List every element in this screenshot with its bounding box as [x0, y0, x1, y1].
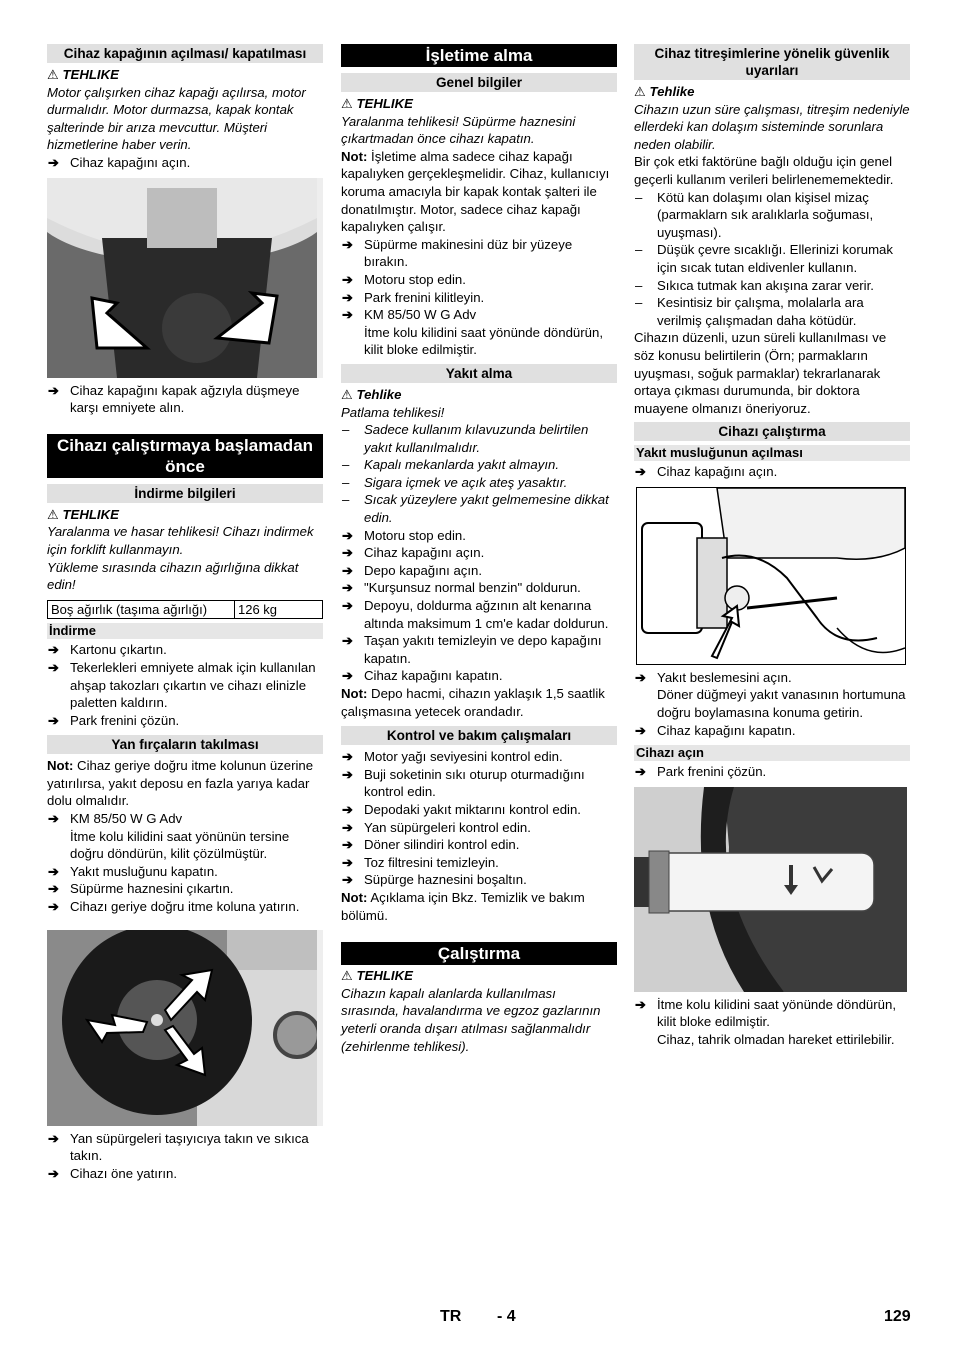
step-text: İtme kolu kilidini saat yönünde döndürün, kilit bloke edilmiştir.: [657, 996, 896, 1030]
step-item: ➔ Cihaz kapağını açın.: [341, 544, 617, 562]
warning-text: Motor çalışırken cihaz kapağı açılırsa, motor durmalıdır. Motor durmazsa, kapak kontak şalterinde bir arıza mevcuttur. Müşteri hizmetlerine haber verin.: [47, 84, 306, 153]
figure-fuel-tap: [636, 487, 906, 665]
step-item: ➔ Taşan yakıtı temizleyin ve depo kapağını kapatın.: [341, 632, 617, 667]
step-item: ➔ Cihazı geriye doğru itme koluna yatırın.: [47, 898, 323, 916]
step-item: ➔ Depo kapağını açın.: [341, 562, 617, 580]
step-text: Yakıt beslemesini açın.: [657, 669, 792, 685]
section-title-start-device: Cihazı çalıştırma: [634, 422, 910, 441]
warning-text: Yaralanma ve hasar tehlikesi! Cihazı indirmek için forklift kullanmayın.: [47, 524, 314, 557]
step-item: ➔ Döner silindiri kontrol edin.: [341, 836, 617, 854]
subsection-title-fuel-tap: Yakıt musluğunun açılması: [634, 445, 910, 461]
note-text: Cihaz geriye doğru itme kolunun üzerine yatırılırsa, yakıt deposu en fazla yarıya kadar dolu olmalıdır.: [47, 758, 314, 809]
step-item: ➔ Süpürme haznesini çıkartın.: [47, 880, 323, 898]
note-text: Depo hacmi, cihazın yaklaşık 1,5 saatlik çalışmasına yetecek orandadır.: [341, 686, 605, 719]
note-label: Not:: [341, 686, 368, 701]
chapter-title-before-start: Cihazı çalıştırmaya başlamadan önce: [47, 434, 323, 478]
warning-text: Cihazın uzun süre çalışması, titreşim nedeniyle ellerdeki kan dolaşım sisteminde sorunlara neden olabilir.: [634, 101, 910, 152]
step-item: ➔ Toz filtresini temizleyin.: [341, 854, 617, 872]
step-item: [634, 669, 910, 722]
warning-triangle-icon: ⚠: [341, 386, 353, 402]
step-item: ➔ Park frenini çözün.: [47, 712, 323, 730]
dash-item: – Düşük çevre sıcaklığı. Ellerinizi korumak için sıcak tutan eldivenler kullanın.: [634, 241, 910, 276]
step-item: ➔ Motoru stop edin.: [341, 527, 617, 545]
warning-text: Yükleme sırasında cihazın ağırlığına dikkat edin!: [47, 559, 299, 593]
warning-label: TEHLIKE: [356, 96, 413, 111]
dash-item: – Sıcak yüzeylere yakıt gelmemesine dikkat edin.: [341, 491, 617, 526]
column-middle: [341, 44, 617, 1055]
warning-triangle-icon: ⚠: [634, 84, 646, 99]
column-right: [634, 44, 910, 1049]
note-label: Not:: [341, 889, 368, 905]
warning-label: Tehlike: [356, 386, 402, 402]
warning-label: Tehlike: [649, 84, 695, 99]
chapter-title-operation: Çalıştırma: [341, 942, 617, 965]
step-subtext: Döner düğmeyi yakıt vanasının hortumuna doğru boylamasına konuma getirin.: [657, 687, 906, 721]
step-item: ➔ Depoyu, doldurma ağzının alt kenarına altında maksimum 1 cm'e kadar doldurun.: [341, 597, 617, 632]
step-item: ➔ Yan süpürgeleri taşıyıcıya takın ve sıkıca takın.: [47, 1130, 323, 1165]
note-label: Not:: [341, 148, 368, 164]
step-item: ➔ Buji soketinin sıkı oturup oturmadığını kontrol edin.: [341, 766, 617, 801]
dash-item: – Sigara içmek ve açık ateş yasaktır.: [341, 474, 617, 492]
figure-cover-open: [47, 178, 323, 378]
section-title-maintenance: Kontrol ve bakım çalışmaları: [341, 726, 617, 745]
step-subtext: İtme kolu kilidini saat yönünde döndürün, kilit bloke edilmiştir.: [364, 324, 603, 358]
warning-label: TEHLIKE: [356, 968, 413, 984]
step-item: ➔ Tekerlekleri emniyete almak için kullanılan ahşap takozları çıkartın ve cihazı elinizle paletten kaldırın.: [47, 659, 323, 712]
step-item: [634, 996, 910, 1049]
step-item: ➔ Depodaki yakıt miktarını kontrol edin.: [341, 801, 617, 819]
weight-table: [47, 600, 323, 620]
section-title-side-brushes: Yan fırçaların takılması: [47, 735, 323, 754]
step-item: ➔ Cihaz kapağını açın.: [47, 154, 323, 172]
step-subtext: Cihaz, tahrik olmadan hareket ettirilebilir.: [657, 1032, 895, 1048]
step-item: ➔ Cihaz kapağını açın.: [634, 463, 910, 481]
warning-text: Patlama tehlikesi!: [341, 404, 445, 420]
footer-page-number: 129: [884, 1308, 911, 1325]
step-item: ➔ "Kurşunsuz normal benzin" doldurun.: [341, 579, 617, 597]
footer-section-page: - 4: [497, 1308, 516, 1325]
dash-item: – Kesintisiz bir çalışma, molalarla ara verilmiş çalışmadan daha kötüdür.: [634, 294, 910, 329]
step-item: ➔ Cihaz kapağını kapak ağzıyla düşmeye karşı emniyete alın.: [47, 382, 323, 417]
step-item: ➔ Kartonu çıkartın.: [47, 641, 323, 659]
weight-label: Boş ağırlık (taşıma ağırlığı): [48, 600, 235, 619]
step-item: ➔ Cihaz kapağını kapatın.: [341, 667, 617, 685]
note-label: Not:: [47, 758, 74, 774]
warning-label: TEHLIKE: [62, 506, 119, 522]
figure-push-handle: [634, 787, 907, 992]
column-left: [47, 44, 323, 1182]
section-title-general: Genel bilgiler: [341, 73, 617, 92]
warning-triangle-icon: ⚠: [47, 67, 59, 82]
dash-item: – Kapalı mekanlarda yakıt almayın.: [341, 456, 617, 474]
warning-label: TEHLIKE: [62, 67, 119, 82]
step-item: ➔ Cihazı öne yatırın.: [47, 1165, 323, 1183]
section-title-refuel: Yakıt alma: [341, 364, 617, 383]
figure-side-brush: [47, 930, 323, 1126]
body-text: Cihazın düzenli, uzun süreli kullanılması ve söz konusu belirtilerin (Örn; parmakların uyuşması, soğuk parmaklar) tekrarlanarak ortaya çıkması durumunda, bir doktora muayene olmanızı öneriyoruz.: [634, 330, 887, 416]
step-item: ➔ Süpürge haznesini boşaltın.: [341, 871, 617, 889]
step-item: ➔ Yan süpürgeleri kontrol edin.: [341, 819, 617, 837]
footer-language: TR: [440, 1308, 462, 1325]
step-subtext: İtme kolu kilidini saat yönünün tersine doğru döndürün, kilit çözülmüştür.: [70, 828, 290, 862]
weight-value: 126 kg: [235, 600, 323, 619]
warning-triangle-icon: ⚠: [341, 968, 353, 984]
subsection-title-switch-on: Cihazı açın: [634, 745, 910, 761]
step-item: ➔ Süpürme makinesini düz bir yüzeye bırakın.: [341, 236, 617, 271]
subsection-title-unloading: İndirme: [47, 623, 323, 639]
body-text: Bir çok etki faktörüne bağlı olduğu için genel geçerli kullanım verileri belirlenememektedir.: [634, 154, 894, 187]
dash-item: – Sıkıca tutmak kan akışına zarar verir.: [634, 277, 910, 295]
chapter-title-commissioning: İşletime alma: [341, 44, 617, 67]
section-title-vibration: Cihaz titreşimlerine yönelik güvenlik uyarıları: [634, 44, 910, 80]
dash-item: – Kötü kan dolaşımı olan kişisel mizaç (parmaklarn sık aralıklarla soğuması, uyuşması).: [634, 189, 910, 242]
warning-text: Cihazın kapalı alanlarda kullanılması sırasında, havalandırma ve egzoz gazlarının yeterli oranda dışarı atılması sağlanmalıdır (zehirlenme tehlikesi).: [341, 985, 601, 1054]
step-item: ➔ Cihaz kapağını kapatın.: [634, 722, 910, 740]
warning-triangle-icon: ⚠: [341, 96, 353, 111]
step-item: ➔ Yakıt musluğunu kapatın.: [47, 863, 323, 881]
step-item: [47, 810, 323, 863]
section-title-unloading: İndirme bilgileri: [47, 484, 323, 503]
warning-triangle-icon: ⚠: [47, 506, 59, 522]
section-title-cover: Cihaz kapağının açılması/ kapatılması: [47, 44, 323, 63]
step-item: ➔ Motor yağı seviyesini kontrol edin.: [341, 748, 617, 766]
dash-item: – Sadece kullanım kılavuzunda belirtilen yakıt kullanılmalıdır.: [341, 421, 617, 456]
step-text: KM 85/50 W G Adv: [364, 307, 477, 323]
warning-text: Yaralanma tehlikesi! Süpürme haznesini çıkartmadan önce cihazı kapatın.: [341, 113, 576, 147]
note-text: Açıklama için Bkz. Temizlik ve bakım bölümü.: [341, 889, 585, 923]
step-item: ➔ Park frenini çözün.: [634, 763, 910, 781]
note-text: İşletime alma sadece cihaz kapağı kapalıyken gerçekleşmelidir. Cihaz, kullanıcıyı koruma amacıyla bir kapak kontak şalteri ile donatılmıştır. Motor, sadece cihaz kapağı kapalıyken çalışır.: [341, 148, 610, 235]
step-text: KM 85/50 W G Adv: [70, 811, 183, 827]
step-item: ➔ Motoru stop edin.: [341, 271, 617, 289]
step-item: [341, 306, 617, 359]
step-item: ➔ Park frenini kilitleyin.: [341, 289, 617, 307]
